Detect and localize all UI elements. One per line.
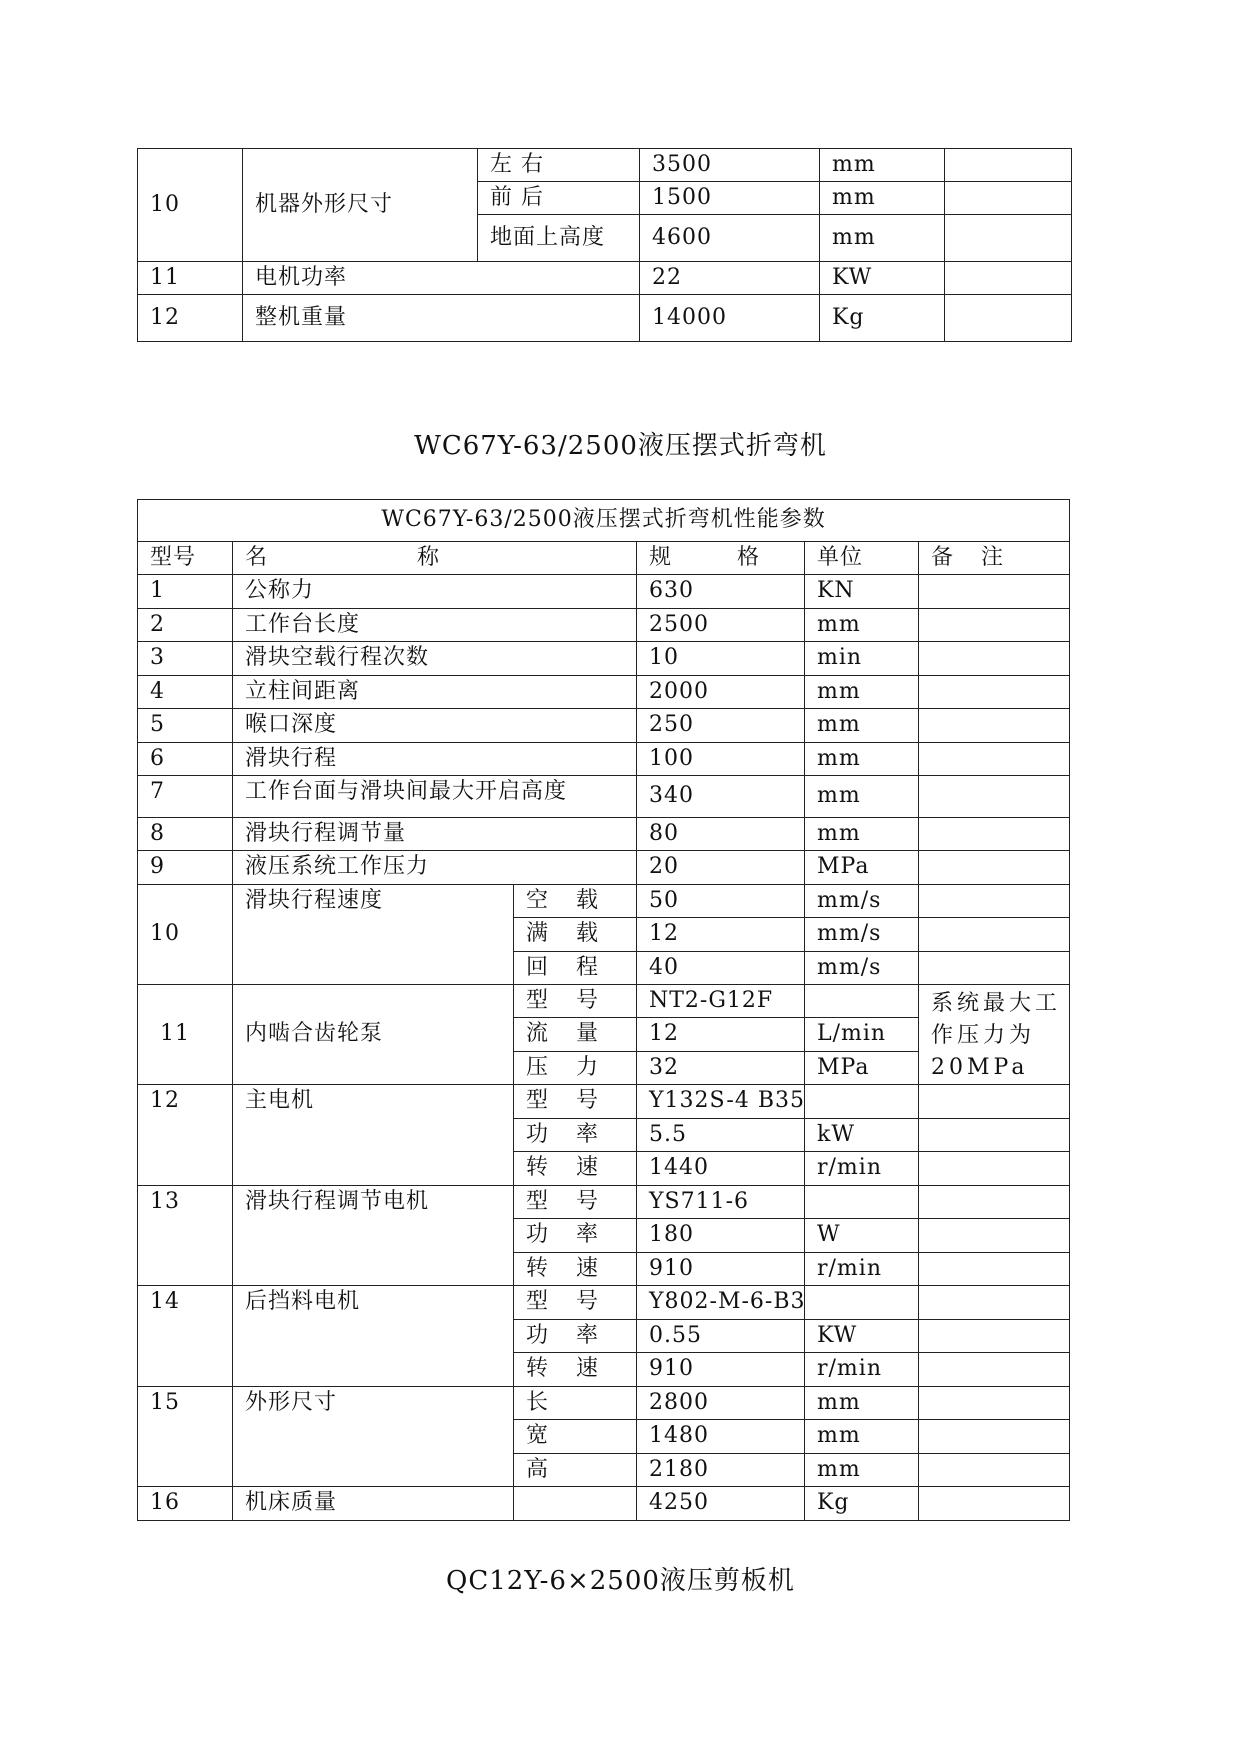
row-name: 液压系统工作压力 <box>233 851 637 885</box>
unit: mm <box>805 776 919 818</box>
sub-label: 长 <box>514 1387 637 1420</box>
sub-label: 转速 <box>514 1253 637 1286</box>
row-number: 11 <box>138 985 233 1085</box>
sub-label: 地面上高度 <box>478 215 640 262</box>
note-cell <box>919 818 1070 851</box>
spec-value: NT2-G12F <box>637 985 805 1018</box>
row-name: 公称力 <box>233 575 637 609</box>
note-cell <box>919 1219 1070 1253</box>
row-number: 12 <box>138 295 243 342</box>
sub-label: 流量 <box>514 1018 637 1052</box>
note-cell <box>919 1487 1070 1521</box>
note-cell <box>919 952 1070 985</box>
sub-label: 前 后 <box>478 182 640 215</box>
table-caption-row <box>138 500 1070 542</box>
spec-value: 2180 <box>637 1454 805 1487</box>
row-number: 8 <box>138 818 233 851</box>
row-number: 5 <box>138 709 233 743</box>
unit: mm <box>805 1387 919 1420</box>
table-row <box>138 743 1070 776</box>
unit <box>805 985 919 1018</box>
row-number: 9 <box>138 851 233 885</box>
table-row <box>138 1186 1070 1219</box>
unit: r/min <box>805 1152 919 1186</box>
note-cell <box>919 1387 1070 1420</box>
table-row <box>138 776 1070 818</box>
note-cell <box>919 1186 1070 1219</box>
note-cell: 系统最大工作压力为20MPa <box>919 985 1070 1085</box>
sub-label: 空载 <box>514 885 637 918</box>
section-title: WC67Y-63/2500液压摆式折弯机 <box>414 431 827 461</box>
sub-label: 型号 <box>514 1085 637 1119</box>
row-name: 喉口深度 <box>233 709 637 743</box>
note-cell <box>919 1152 1070 1186</box>
note-cell <box>919 709 1070 743</box>
note-cell <box>919 1454 1070 1487</box>
note-cell <box>919 1420 1070 1454</box>
row-name: 工作台长度 <box>233 609 637 642</box>
spec-value: 630 <box>637 575 805 609</box>
unit: mm/s <box>805 885 919 918</box>
spec-value: 4600 <box>640 215 820 262</box>
row-number: 10 <box>138 149 243 262</box>
note-cell <box>919 1320 1070 1353</box>
spec-value: 14000 <box>640 295 820 342</box>
unit: mm <box>805 743 919 776</box>
sub-label: 宽 <box>514 1420 637 1454</box>
row-number: 14 <box>138 1286 233 1387</box>
row-number: 12 <box>138 1085 233 1186</box>
spec-value: 1480 <box>637 1420 805 1454</box>
note-cell <box>945 262 1072 295</box>
sub-label: 型号 <box>514 1186 637 1219</box>
sub-label: 回程 <box>514 952 637 985</box>
row-name: 工作台面与滑块间最大开启高度 <box>233 776 637 818</box>
row-number: 1 <box>138 575 233 609</box>
performance-table <box>137 499 1070 1521</box>
table-row <box>138 295 1072 342</box>
spec-value: 2000 <box>637 676 805 709</box>
note-cell <box>919 1253 1070 1286</box>
note-cell <box>919 642 1070 676</box>
unit: mm <box>805 1420 919 1454</box>
spec-value: 4250 <box>637 1487 805 1521</box>
row-number: 13 <box>138 1186 233 1286</box>
spec-value: 0.55 <box>637 1320 805 1353</box>
row-number: 16 <box>138 1487 233 1521</box>
table-row <box>138 985 1070 1018</box>
table-row <box>138 885 1070 918</box>
spec-value: 2500 <box>637 609 805 642</box>
unit: r/min <box>805 1353 919 1387</box>
table-row <box>138 1286 1070 1320</box>
row-number: 10 <box>138 885 233 985</box>
table-row <box>138 851 1070 885</box>
row-name: 整机重量 <box>243 295 640 342</box>
row-name: 后挡料电机 <box>233 1286 514 1387</box>
row-name: 滑块行程速度 <box>233 885 514 985</box>
spec-value: 12 <box>637 1018 805 1052</box>
sub-label: 左 右 <box>478 149 640 182</box>
table-row <box>138 1487 1070 1521</box>
note-cell <box>919 1353 1070 1387</box>
unit <box>805 1186 919 1219</box>
table-row <box>138 709 1070 743</box>
unit <box>805 1085 919 1119</box>
unit: mm <box>805 609 919 642</box>
sub-label: 功率 <box>514 1320 637 1353</box>
row-name: 内啮合齿轮泵 <box>233 985 514 1085</box>
note-cell <box>919 609 1070 642</box>
unit: Kg <box>820 295 945 342</box>
table-row <box>138 149 1072 182</box>
note-cell <box>919 575 1070 609</box>
spec-value: 2800 <box>637 1387 805 1420</box>
spec-value: 250 <box>637 709 805 743</box>
row-name: 外形尺寸 <box>233 1387 514 1487</box>
header-spec: 规格 <box>637 542 805 575</box>
spec-value: YS711-6 <box>637 1186 805 1219</box>
spec-value: Y132S-4 B35 <box>637 1085 805 1119</box>
header-no: 型号 <box>138 542 233 575</box>
unit: MPa <box>805 1052 919 1085</box>
spec-value: 910 <box>637 1353 805 1387</box>
spec-value: Y802-M-6-B3 <box>637 1286 805 1320</box>
unit: mm/s <box>805 918 919 952</box>
row-name: 立柱间距离 <box>233 676 637 709</box>
unit: KW <box>805 1320 919 1353</box>
unit: mm <box>805 818 919 851</box>
note-cell <box>919 1119 1070 1152</box>
table-row <box>138 1387 1070 1420</box>
note-cell <box>945 182 1072 215</box>
spec-value: 20 <box>637 851 805 885</box>
section-title: QC12Y-6×2500液压剪板机 <box>446 1566 795 1596</box>
note-cell <box>945 149 1072 182</box>
sub-label <box>514 1487 637 1521</box>
table-row <box>138 818 1070 851</box>
row-number: 6 <box>138 743 233 776</box>
unit: mm <box>805 676 919 709</box>
note-cell <box>919 885 1070 918</box>
row-number: 15 <box>138 1387 233 1487</box>
table-row <box>138 1085 1070 1119</box>
sub-label: 转速 <box>514 1152 637 1186</box>
note-cell <box>919 851 1070 885</box>
note-cell <box>919 1286 1070 1320</box>
row-name: 主电机 <box>233 1085 514 1186</box>
spec-value: 100 <box>637 743 805 776</box>
spec-value: 1440 <box>637 1152 805 1186</box>
spec-value: 1500 <box>640 182 820 215</box>
sub-label: 功率 <box>514 1119 637 1152</box>
header-name: 名称 <box>233 542 637 575</box>
row-number: 2 <box>138 609 233 642</box>
row-name: 滑块行程调节电机 <box>233 1186 514 1286</box>
sub-label: 高 <box>514 1454 637 1487</box>
spec-value: 5.5 <box>637 1119 805 1152</box>
unit: kW <box>805 1119 919 1152</box>
row-number: 11 <box>138 262 243 295</box>
top-spec-table <box>137 148 1072 342</box>
sub-label: 转速 <box>514 1353 637 1387</box>
header-unit: 单位 <box>805 542 919 575</box>
row-name: 滑块空载行程次数 <box>233 642 637 676</box>
unit: mm <box>820 215 945 262</box>
table-row <box>138 575 1070 609</box>
sub-label: 压力 <box>514 1052 637 1085</box>
unit: min <box>805 642 919 676</box>
spec-value: 340 <box>637 776 805 818</box>
table-caption: WC67Y-63/2500液压摆式折弯机性能参数 <box>138 500 1070 542</box>
unit: KN <box>805 575 919 609</box>
spec-value: 3500 <box>640 149 820 182</box>
sub-label: 型号 <box>514 1286 637 1320</box>
note-cell <box>945 295 1072 342</box>
row-number: 7 <box>138 776 233 818</box>
note-cell <box>919 676 1070 709</box>
spec-value: 910 <box>637 1253 805 1286</box>
unit: r/min <box>805 1253 919 1286</box>
unit <box>805 1286 919 1320</box>
unit: L/min <box>805 1018 919 1052</box>
unit: mm <box>820 182 945 215</box>
table-row <box>138 676 1070 709</box>
row-number: 3 <box>138 642 233 676</box>
header-note: 备注 <box>919 542 1070 575</box>
spec-value: 12 <box>637 918 805 952</box>
row-name: 机器外形尺寸 <box>243 149 478 262</box>
unit: mm <box>820 149 945 182</box>
note-cell <box>919 776 1070 818</box>
note-cell <box>919 1085 1070 1119</box>
spec-value: 80 <box>637 818 805 851</box>
spec-value: 50 <box>637 885 805 918</box>
unit: MPa <box>805 851 919 885</box>
unit: Kg <box>805 1487 919 1521</box>
table-row <box>138 262 1072 295</box>
sub-label: 满载 <box>514 918 637 952</box>
row-name: 电机功率 <box>243 262 640 295</box>
spec-value: 180 <box>637 1219 805 1253</box>
note-cell <box>945 215 1072 262</box>
table-row <box>138 642 1070 676</box>
spec-value: 40 <box>637 952 805 985</box>
sub-label: 型号 <box>514 985 637 1018</box>
unit: mm <box>805 1454 919 1487</box>
unit: W <box>805 1219 919 1253</box>
unit: mm/s <box>805 952 919 985</box>
row-name: 滑块行程调节量 <box>233 818 637 851</box>
row-name: 滑块行程 <box>233 743 637 776</box>
note-cell <box>919 918 1070 952</box>
table-header-row <box>138 542 1070 575</box>
unit: KW <box>820 262 945 295</box>
sub-label: 功率 <box>514 1219 637 1253</box>
spec-value: 32 <box>637 1052 805 1085</box>
spec-value: 22 <box>640 262 820 295</box>
row-number: 4 <box>138 676 233 709</box>
table-row <box>138 609 1070 642</box>
note-cell <box>919 743 1070 776</box>
row-name: 机床质量 <box>233 1487 514 1521</box>
unit: mm <box>805 709 919 743</box>
spec-value: 10 <box>637 642 805 676</box>
